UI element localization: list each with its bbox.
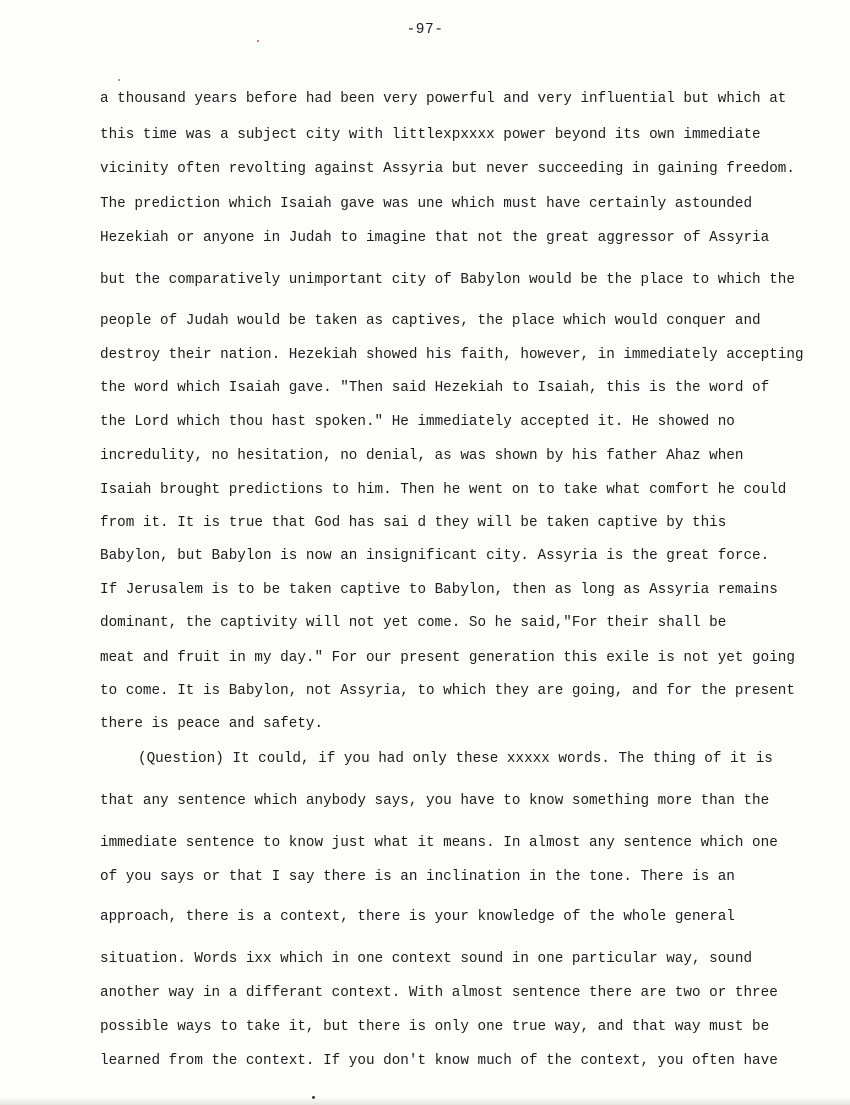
text-line: (Question) It could, if you had only these xxxxx words. The thing of it is [138,751,773,767]
text-line: vicinity often revolting against Assyria but never succeeding in gaining freedom. [100,161,795,177]
ink-speck [118,79,120,81]
text-line: but the comparatively unimportant city of Babylon would be the place to which the [100,272,795,288]
text-line: people of Judah would be taken as captives, the place which would conquer and [100,313,761,329]
text-line: learned from the context. If you don't know much of the context, you often have [100,1053,778,1069]
page-number: -97- [406,22,444,38]
text-line: If Jerusalem is to be taken captive to Babylon, then as long as Assyria remains [100,582,778,598]
text-line: there is peace and safety. [100,716,324,732]
text-line: approach, there is a context, there is your knowledge of the whole general [100,909,735,925]
text-line: dominant, the captivity will not yet come. So he said,"For their shall be [100,615,727,631]
text-line: the Lord which thou hast spoken." He immediately accepted it. He showed no [100,414,735,430]
text-line: that any sentence which anybody says, you have to know something more than the [100,793,770,809]
text-line: from it. It is true that God has sai d they will be taken captive by this [100,515,727,531]
text-line: The prediction which Isaiah gave was une which must have certainly astounded [100,196,753,212]
text-line: another way in a differant context. With almost sentence there are two or three [100,985,778,1001]
text-line: Isaiah brought predictions to him. Then he went on to take what comfort he could [100,482,787,498]
text-line: immediate sentence to know just what it means. In almost any sentence which one [100,835,778,851]
text-line: a thousand years before had been very powerful and very influential but which at [100,91,787,107]
text-line: destroy their nation. Hezekiah showed his faith, however, in immediately accepting [100,347,804,363]
text-line: Hezekiah or anyone in Judah to imagine that not the great aggressor of Assyria [100,230,770,246]
text-line: of you says or that I say there is an inclination in the tone. There is an [100,869,735,885]
text-line: meat and fruit in my day." For our present generation this exile is not yet going [100,650,795,666]
text-line: situation. Words ixx which in one context sound in one particular way, sound [100,951,753,967]
text-line: Babylon, but Babylon is now an insignificant city. Assyria is the great force. [100,548,770,564]
text-line: this time was a subject city with littlexpxxxx power beyond its own immediate [100,127,761,143]
text-line: the word which Isaiah gave. "Then said Hezekiah to Isaiah, this is the word of [100,380,770,396]
text-line: to come. It is Babylon, not Assyria, to which they are going, and for the present [100,683,795,699]
ink-speck [257,40,259,42]
text-line: incredulity, no hesitation, no denial, as was shown by his father Ahaz when [100,448,744,464]
page-bottom-edge [0,1097,850,1105]
text-line: possible ways to take it, but there is only one true way, and that way must be [100,1019,770,1035]
